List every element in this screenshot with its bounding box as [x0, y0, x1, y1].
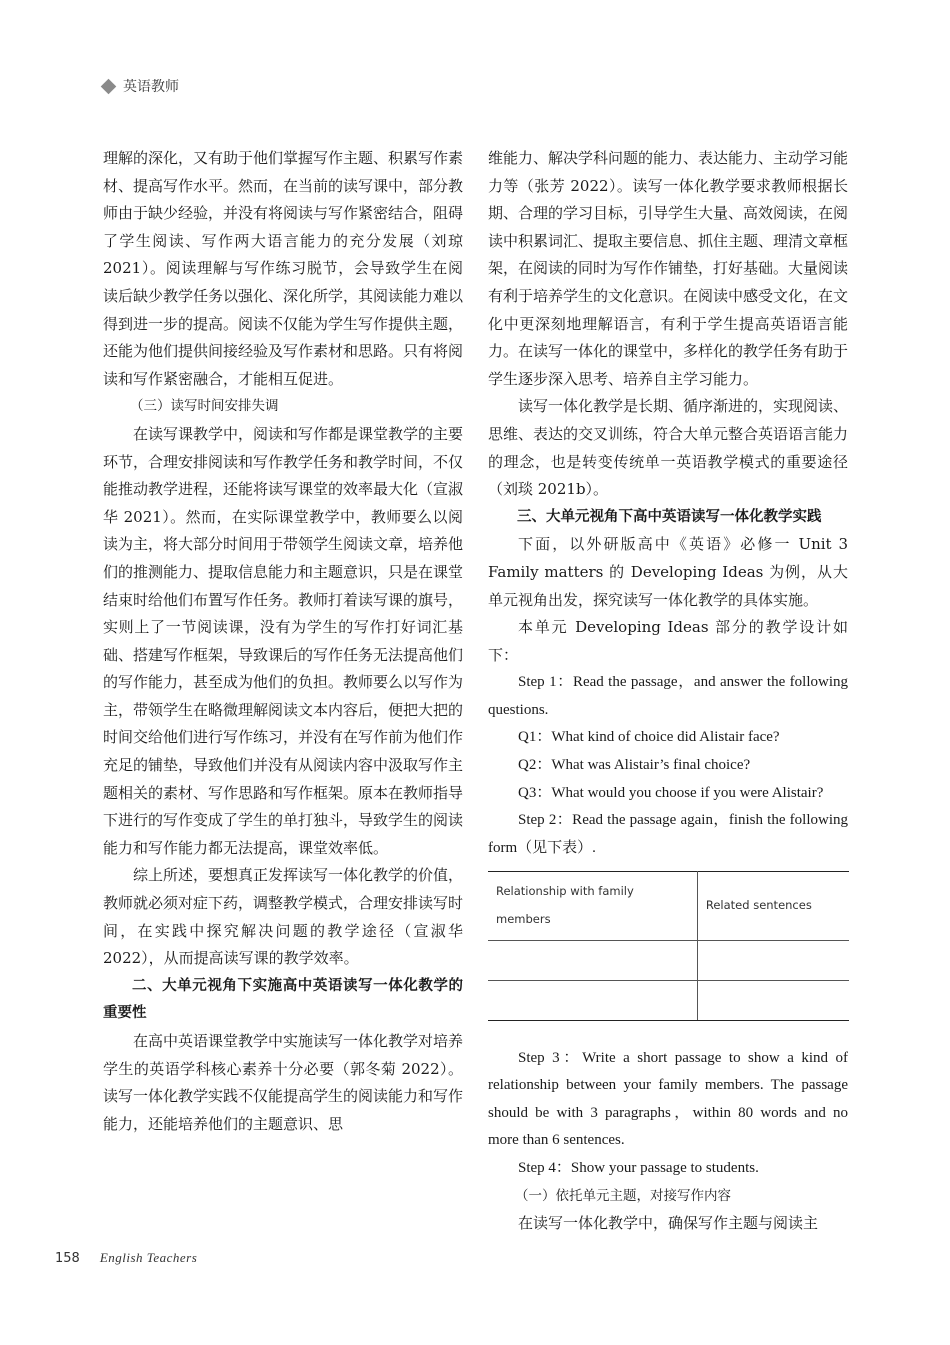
subsection-heading: （三）读写时间安排失调	[130, 398, 279, 415]
journal-english-name: English Teachers	[99, 1250, 198, 1265]
table-cell	[697, 940, 849, 980]
page-number: 158	[55, 1251, 80, 1266]
table-cell	[488, 980, 697, 1020]
table-header-relationship: Relationship with family members	[488, 872, 697, 940]
diamond-icon	[101, 78, 117, 94]
question-2: Q2：What was Alistair’s final choice?	[518, 757, 751, 774]
step-1: Step 1：Read the passage，and answer the following questions.	[488, 674, 848, 718]
paragraph: 本单元 Developing Ideas 部分的教学设计如下：	[488, 618, 848, 664]
paragraph: 综上所述，要想真正发挥读写一体化教学的价值，教师就必须对症下药，调整教学模式，合理安排读写时间，在实践中探究解决问题的教学途径（宣淑华 2022），从而提高读写课的教学效率。	[103, 866, 464, 968]
section-heading: 二、大单元视角下实施高中英语读写一体化教学的重要性	[103, 977, 463, 1022]
table-cell	[488, 940, 697, 980]
running-header	[103, 76, 179, 96]
paragraph: 维能力、解决学科问题的能力、表达能力、主动学习能力等（张芳 2022）。读写一体化教学要求教师根据长期、合理的学习目标，引导学生大量、高效阅读，在阅读中积累词汇、提取主要信息、抓住主题、理清文章框架，在阅读的同时为写作作铺垫，打好基础。大量阅读有利于培养学生的文化意识。在阅读中感受文化，在文化中更深刻地理解语言，有利于学生提高英语语言能力。在读写一体化的课堂中，多样化的教学任务有助于学生逐步深入思考、培养自主学习能力。	[488, 149, 849, 388]
left-column	[103, 145, 463, 1138]
paragraph: 在读写一体化教学中，确保写作主题与阅读主	[518, 1214, 819, 1233]
paragraph: 读写一体化教学是长期、循序渐进的，实现阅读、思维、表达的交叉训练，符合大单元整合英语语言能力的理念，也是转变传统单一英语教学模式的重要途径（刘琰 2021b）。	[488, 397, 849, 499]
question-3: Q3：What would you choose if you were Alistair?	[518, 784, 824, 801]
table-row	[488, 940, 849, 980]
paragraph: 在高中英语课堂教学中实施读写一体化教学对培养学生的英语学科核心素养十分必要（郭冬菊 2022）。读写一体化教学实践不仅能提高学生的阅读能力和写作能力，还能培养他们的主题意识、思	[103, 1032, 464, 1133]
relationship-form-table	[488, 871, 849, 1020]
page-footer	[55, 1250, 197, 1266]
step-4: Step 4：Show your passage to students.	[518, 1160, 759, 1176]
table-header-related-sentences: Related sentences	[697, 872, 849, 940]
journal-name: 英语教师	[123, 79, 179, 95]
step-2: Step 2：Read the passage again，finish the following form（见下表）.	[488, 812, 848, 856]
right-column	[488, 145, 848, 1238]
paragraph: 下面，以外研版高中《英语》必修一 Unit 3 Family matters 的 Developing Ideas 为例，从大单元视角出发，探究读写一体化教学的具体实施。	[488, 535, 848, 609]
table-cell	[697, 980, 849, 1020]
paragraph: 理解的深化，又有助于他们掌握写作主题、积累写作素材、提高写作水平。然而，在当前的读写课中，部分教师由于缺少经验，并没有将阅读与写作紧密结合，阻碍了学生阅读、写作两大语言能力的充分发展（刘琼 2021）。阅读理解与写作练习脱节，会导致学生在阅读后缺少教学任务以强化、深化所学，其阅读能力难以得到进一步的提高。阅读不仅能为学生写作提供主题，还能为他们提供间接经验及写作素材和思路。只有将阅读和写作紧密融合，才能相互促进。	[103, 149, 464, 388]
step-3: Step 3：Write a short passage to show a kind of relationship between your family members. The passage should be with 3 paragraphs，within 80 words and no more than 6 sentences.	[488, 1049, 848, 1149]
paragraph: 在读写课教学中，阅读和写作都是课堂教学的主要环节，合理安排阅读和写作教学任务和教学时间，不仅能推动教学进程，还能将读写课堂的效率最大化（宣淑华 2021）。然而，在实际课堂教学中，教师要么以阅读为主，将大部分时间用于带领学生阅读文章，培养他们的推测能力、提取信息能力和主题意识，只是在课堂结束时给他们布置写作任务。教师打着读写课的旗号，实则上了一节阅读课，没有为学生的写作打好词汇基础、搭建写作框架，导致课后的写作任务无法提高他们的写作能力，甚至成为他们的负担。教师要么以写作为主，带领学生在略微理解阅读文本内容后，便把大把的时间交给他们进行写作练习，并没有在写作前为他们作充足的铺垫，导致他们并没有从阅读内容中汲取写作主题相关的素材、写作思路和写作框架。原本在教师指导下进行的写作变成了学生的单打独斗，导致学生的阅读能力和写作能力都无法提高，课堂效率低。	[103, 424, 464, 857]
subsection-heading: （一）依托单元主题，对接写作内容	[515, 1187, 731, 1204]
question-1: Q1：What kind of choice did Alistair face?	[518, 729, 780, 746]
table-header-row	[488, 872, 849, 940]
section-heading: 三、大单元视角下高中英语读写一体化教学实践	[517, 508, 822, 525]
table-row	[488, 980, 849, 1020]
